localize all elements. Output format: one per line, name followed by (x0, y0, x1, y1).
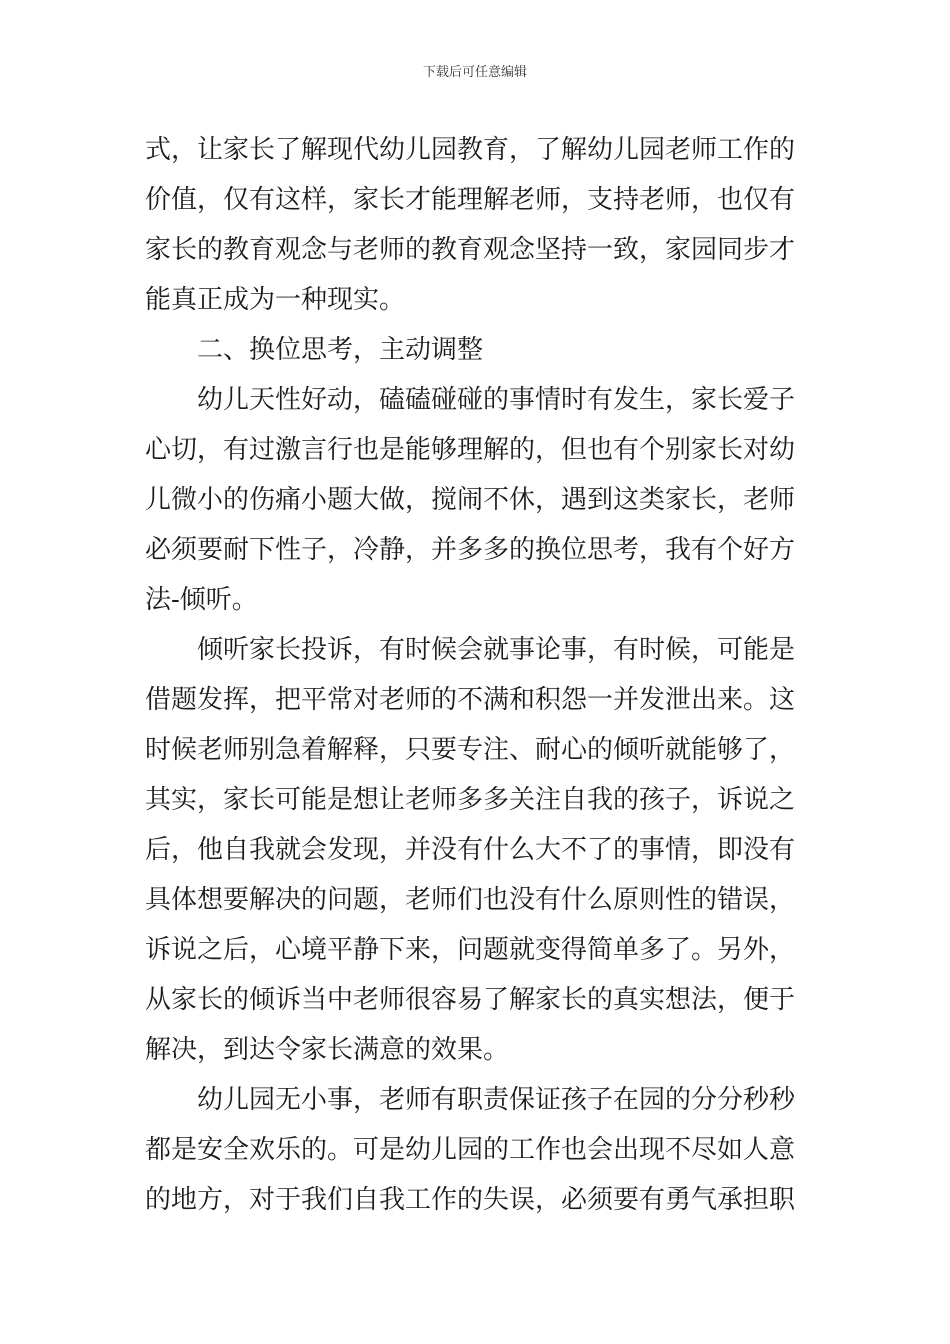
text-line: 法-倾听。 (145, 585, 258, 615)
text-line: 二、换位思考，主动调整 (197, 335, 484, 365)
text-line: 具体想要解决的问题，老师们也没有什么原则性的错误， (145, 885, 796, 915)
text-line: 都是安全欢乐的。可是幼儿园的工作也会出现不尽如人意 (145, 1135, 796, 1165)
text-line: 诉说之后，心境平静下来，问题就变得简单多了。另外， (145, 935, 796, 965)
text-line: 能真正成为一种现实。 (145, 285, 406, 315)
text-line: 从家长的倾诉当中老师很容易了解家长的真实想法，便于 (145, 985, 796, 1015)
text-line: 解决，到达令家长满意的效果。 (145, 1035, 510, 1065)
text-line: 借题发挥，把平常对老师的不满和积怨一并发泄出来。这 (145, 685, 796, 715)
document-body (145, 125, 805, 1225)
page-header: 下载后可任意编辑 (422, 65, 527, 80)
text-line: 心切，有过激言行也是能够理解的，但也有个别家长对幼 (145, 435, 796, 465)
text-line: 式，让家长了解现代幼儿园教育，了解幼儿园老师工作的 (145, 135, 796, 165)
text-line: 幼儿天性好动，磕磕碰碰的事情时有发生，家长爱子 (197, 385, 796, 415)
text-line: 家长的教育观念与老师的教育观念坚持一致，家园同步才 (145, 235, 796, 265)
text-line: 价值，仅有这样，家长才能理解老师，支持老师，也仅有 (145, 185, 796, 215)
text-line: 幼儿园无小事，老师有职责保证孩子在园的分分秒秒 (197, 1085, 796, 1115)
text-line: 的地方，对于我们自我工作的失误，必须要有勇气承担职 (145, 1185, 796, 1215)
text-line: 后，他自我就会发现，并没有什么大不了的事情，即没有 (145, 835, 796, 865)
text-line: 必须要耐下性子，冷静，并多多的换位思考，我有个好方 (145, 535, 796, 565)
text-line: 时候老师别急着解释，只要专注、耐心的倾听就能够了， (145, 735, 796, 765)
text-line: 儿微小的伤痛小题大做，搅闹不休，遇到这类家长，老师 (145, 485, 796, 515)
text-line: 倾听家长投诉，有时候会就事论事，有时候，可能是 (197, 635, 796, 665)
text-line: 其实，家长可能是想让老师多多关注自我的孩子，诉说之 (145, 785, 796, 815)
